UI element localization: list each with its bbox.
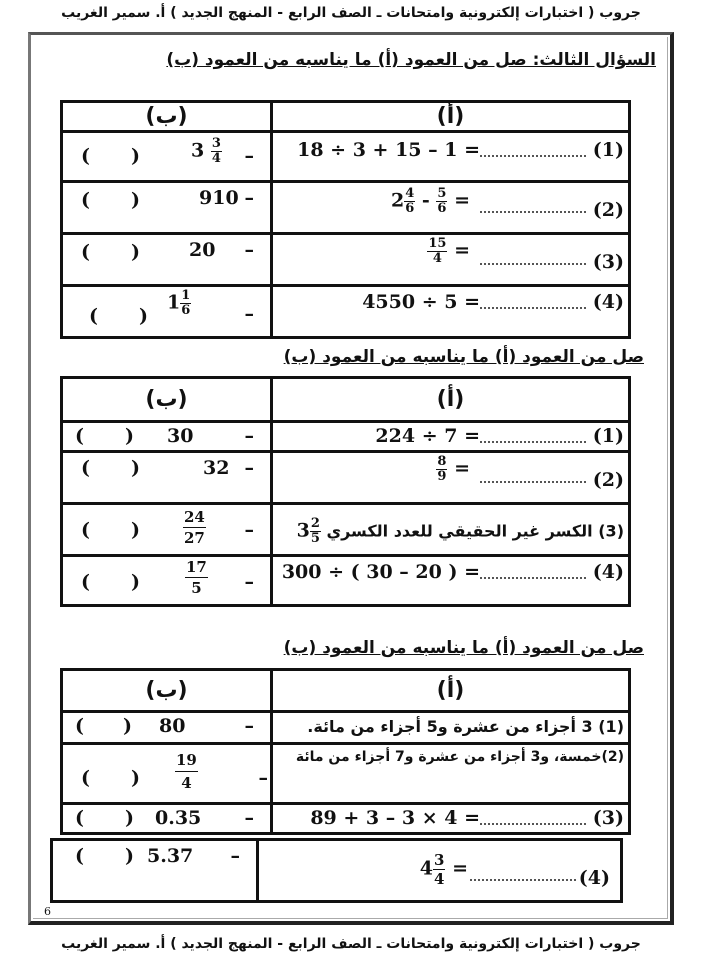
answer-line[interactable] xyxy=(470,865,576,881)
matching-table-3 xyxy=(60,668,631,835)
table-row xyxy=(62,712,630,744)
answer-b-cell xyxy=(62,182,272,234)
b-fraction: $\frac{24}{27}$ xyxy=(184,508,205,547)
b-value: 910 xyxy=(199,187,239,209)
dash-mark: – xyxy=(244,715,254,737)
item-number: (4) xyxy=(592,561,624,583)
dash-mark: – xyxy=(244,457,254,479)
answer-line[interactable] xyxy=(480,141,586,157)
table-row xyxy=(62,422,630,452)
answer-blank-close[interactable]: ) xyxy=(123,715,132,737)
table-row xyxy=(62,234,630,286)
answer-blank-open[interactable]: ( xyxy=(75,425,84,447)
column-a-header: (أ) xyxy=(272,102,630,132)
table-row xyxy=(62,556,630,606)
dash-mark: – xyxy=(244,571,254,593)
answer-blank-open[interactable]: ( xyxy=(81,189,90,211)
answer-blank-open[interactable]: ( xyxy=(75,845,84,867)
answer-b-cell xyxy=(62,556,272,606)
answer-b-cell xyxy=(62,804,272,834)
column-a-header: (أ) xyxy=(272,378,630,422)
question-a-cell xyxy=(272,234,630,286)
page-footer: جروب ( اختبارات إلكترونية وامتحانات ـ الصف الرابع - المنهج الجديد ) أ. سمير الغريب xyxy=(61,936,641,952)
answer-blank-open[interactable]: ( xyxy=(81,571,90,593)
b-value: 20 xyxy=(189,239,216,261)
dash-mark: – xyxy=(244,239,254,261)
column-b-header: (ب) xyxy=(62,378,272,422)
expression: 89 + 3 – 3 × 4 = xyxy=(310,807,480,829)
question-a-cell xyxy=(272,712,630,744)
answer-blank-close[interactable]: ) xyxy=(131,145,140,167)
answer-blank-close[interactable]: ) xyxy=(139,305,148,327)
table-row xyxy=(62,132,630,182)
dash-mark: – xyxy=(258,767,268,789)
expression: $\frac{15}{4}$ = xyxy=(428,236,470,266)
question-a-cell xyxy=(258,840,622,902)
answer-blank-open[interactable]: ( xyxy=(89,305,98,327)
question-a-cell xyxy=(272,422,630,452)
dash-mark: – xyxy=(244,807,254,829)
b-fraction: $\frac{17}{5}$ xyxy=(186,558,207,597)
page-header: جروب ( اختبارات إلكترونية وامتحانات ـ الصف الرابع - المنهج الجديد ) أ. سمير الغريب xyxy=(61,5,641,21)
expression: 4550 ÷ 5 = xyxy=(362,291,480,313)
matching-table-2 xyxy=(60,376,631,607)
b-value: 5.37 xyxy=(147,845,194,867)
matching-table-3-last-row xyxy=(50,838,623,903)
b-value: 80 xyxy=(159,715,186,737)
item-number: (3) xyxy=(592,251,624,273)
matching-table-1 xyxy=(60,100,631,339)
expression: 4 $\frac{3}{4}$ = xyxy=(419,851,468,888)
answer-line[interactable] xyxy=(480,197,586,213)
answer-line[interactable] xyxy=(480,809,586,825)
dash-mark: – xyxy=(244,303,254,325)
answer-b-cell xyxy=(62,422,272,452)
answer-b-cell xyxy=(62,744,272,804)
answer-blank-close[interactable]: ) xyxy=(125,425,134,447)
question-a-cell xyxy=(272,182,630,234)
answer-b-cell xyxy=(62,712,272,744)
column-b-header: (ب) xyxy=(62,670,272,712)
answer-blank-close[interactable]: ) xyxy=(125,807,134,829)
table-row xyxy=(62,452,630,504)
answer-blank-close[interactable]: ) xyxy=(125,845,134,867)
b-value: 32 xyxy=(203,457,230,479)
question-a-cell xyxy=(272,452,630,504)
answer-b-cell xyxy=(52,840,258,902)
table-row xyxy=(52,840,622,902)
answer-blank-open[interactable]: ( xyxy=(81,519,90,541)
b-value: 30 xyxy=(167,425,194,447)
dash-mark: – xyxy=(244,519,254,541)
column-a-header: (أ) xyxy=(272,670,630,712)
answer-line[interactable] xyxy=(480,249,586,265)
b-mixed-number: 3 $\frac{3}{4}$ xyxy=(191,136,221,166)
answer-b-cell xyxy=(62,132,272,182)
question-3-title: السؤال الثالث: صل من العمود (أ) ما يناسبه من العمود (ب) xyxy=(166,50,656,70)
answer-blank-close[interactable]: ) xyxy=(131,241,140,263)
answer-line[interactable] xyxy=(480,563,586,579)
answer-b-cell xyxy=(62,234,272,286)
table-row xyxy=(62,804,630,834)
question-text: (3) الكسر غير الحقيقي للعدد الكسري 3 $\frac{2}{5}$ xyxy=(296,516,624,546)
section-3-title: صل من العمود (أ) ما يناسبه من العمود (ب) xyxy=(283,638,644,658)
question-a-cell xyxy=(272,286,630,338)
answer-blank-open[interactable]: ( xyxy=(75,715,84,737)
table-row xyxy=(62,504,630,556)
answer-b-cell xyxy=(62,504,272,556)
expression: 224 ÷ 7 = xyxy=(375,425,480,447)
question-a-cell xyxy=(272,504,630,556)
item-number: (1) xyxy=(592,425,624,447)
item-number: (2) xyxy=(592,469,624,491)
expression: 2 $\frac{4}{6}$ - $\frac{5}{6}$ = xyxy=(390,186,470,216)
page-number: 6 xyxy=(44,905,51,918)
answer-line[interactable] xyxy=(480,467,586,483)
answer-blank-close[interactable]: ) xyxy=(131,571,140,593)
dash-mark: – xyxy=(244,145,254,167)
answer-blank-open[interactable]: ( xyxy=(81,767,90,789)
answer-line[interactable] xyxy=(480,293,586,309)
question-a-cell xyxy=(272,744,630,804)
question-a-cell xyxy=(272,804,630,834)
dash-mark: – xyxy=(244,187,254,209)
answer-blank-open[interactable]: ( xyxy=(81,145,90,167)
table-row xyxy=(62,286,630,338)
answer-b-cell xyxy=(62,452,272,504)
dash-mark: – xyxy=(244,425,254,447)
b-value: 0.35 xyxy=(155,807,202,829)
question-text: (1) 3 أجزاء من عشرة و5 أجزاء من مائة. xyxy=(307,717,624,736)
answer-blank-open[interactable]: ( xyxy=(81,241,90,263)
answer-blank-close[interactable]: ) xyxy=(131,519,140,541)
item-number: (2) xyxy=(592,199,624,221)
answer-blank-close[interactable]: ) xyxy=(131,767,140,789)
section-2-title: صل من العمود (أ) ما يناسبه من العمود (ب) xyxy=(283,347,644,367)
question-text: (2)خمسة، و3 أجزاء من عشرة و7 أجزاء من مائة xyxy=(295,749,624,765)
expression: 18 ÷ 3 + 15 – 1 = xyxy=(297,139,480,161)
table-row xyxy=(62,744,630,804)
expression: $\frac{8}{9}$ = xyxy=(437,454,470,484)
item-number: (1) xyxy=(592,139,624,161)
answer-blank-open[interactable]: ( xyxy=(81,457,90,479)
item-number: (4) xyxy=(578,867,610,889)
answer-line[interactable] xyxy=(480,427,586,443)
question-a-cell xyxy=(272,132,630,182)
answer-blank-open[interactable]: ( xyxy=(75,807,84,829)
answer-blank-close[interactable]: ) xyxy=(131,189,140,211)
question-a-cell xyxy=(272,556,630,606)
item-number: (4) xyxy=(592,291,624,313)
dash-mark: – xyxy=(230,845,240,867)
expression: 300 ÷ ( 30 – 20 ) = xyxy=(281,561,480,583)
item-number: (3) xyxy=(592,807,624,829)
b-mixed-number: 1 $\frac{1}{6}$ xyxy=(167,288,191,318)
column-b-header: (ب) xyxy=(62,102,272,132)
table-row xyxy=(62,182,630,234)
answer-blank-close[interactable]: ) xyxy=(131,457,140,479)
b-fraction: $\frac{19}{4}$ xyxy=(176,751,197,792)
answer-b-cell xyxy=(62,286,272,338)
